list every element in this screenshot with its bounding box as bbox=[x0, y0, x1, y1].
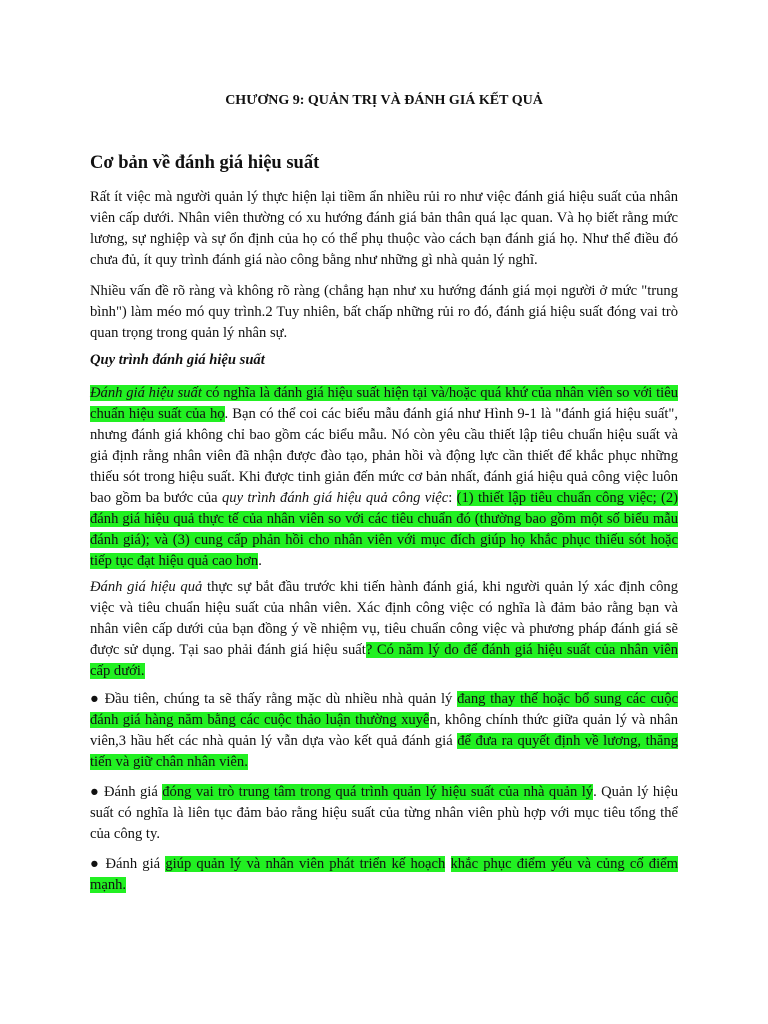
paragraph-4 bbox=[90, 577, 678, 682]
chapter-title: CHƯƠNG 9: QUẢN TRỊ VÀ ĐÁNH GIÁ KẾT QUẢ bbox=[225, 93, 543, 108]
highlight-text: ? Có năm lý do để đánh giá hiệu suất của nhân viên cấp dưới. bbox=[90, 642, 678, 679]
paragraph-text: . bbox=[258, 553, 262, 569]
paragraph-text: : bbox=[448, 490, 457, 506]
subsection-title: Quy trình đánh giá hiệu suất bbox=[90, 352, 265, 368]
paragraph-text: thực sự bắt đầu trước khi tiến hành đánh giá, khi người quản lý xác định công việc và tiêu chuẩn hiệu suất của nhân viên. Xác định công việc có nghĩa là đảm bảo rằng bạn và nhân viên cấp dưới của bạn đồng ý về nhiệm vụ, tiêu chuẩn công việc và phương pháp đánh giá sẽ được sử dụng. Tại sao phải đánh giá hiệu suất bbox=[90, 579, 678, 658]
highlight-text: khắc phục điểm yếu và củng cố điểm mạnh. bbox=[90, 856, 678, 893]
highlight-term: Đánh giá hiệu suất bbox=[90, 385, 202, 401]
section-title: Cơ bản về đánh giá hiệu suất bbox=[90, 153, 320, 173]
highlight-text: có nghĩa là đánh giá hiệu suất hiện tại và/hoặc quá khứ của nhân viên so với tiêu chuẩn hiệu suất của họ bbox=[90, 385, 678, 422]
highlight-text: đang thay thế hoặc bổ sung các cuộc đánh giá hàng năm bằng các cuộc thảo luận thường xuyê bbox=[90, 691, 678, 728]
paragraph-3 bbox=[90, 383, 678, 572]
highlight-text: giúp quản lý và nhân viên phát triển kế hoạch bbox=[165, 856, 446, 872]
paragraph-2: Nhiều vấn đề rõ ràng và không rõ ràng (chẳng hạn như xu hướng đánh giá mọi người ở mức "trung bình") làm méo mó quy trình.2 Tuy nhiên, bất chấp những rủi ro đó, đánh giá hiệu suất đóng vai trò quan trọng trong quản lý nhân sự. bbox=[90, 283, 678, 341]
paragraph-text: ● Đánh giá bbox=[90, 856, 166, 872]
paragraph-1: Rất ít việc mà người quản lý thực hiện lại tiềm ẩn nhiều rủi ro như việc đánh giá hiệu suất của nhân viên cấp dưới. Nhân viên thường có xu hướng đánh giá bản thân quá lạc quan. Và họ biết rằng mức lương, sự nghiệp và sự ổn định của họ có thể phụ thuộc vào cách bạn đánh giá họ. Như thể điều đó chưa đủ, ít quy trình đánh giá nào công bằng như những gì nhà quản lý nghĩ. bbox=[90, 189, 678, 268]
highlight-text: (1) thiết lập tiêu chuẩn công việc; (2) đánh giá hiệu quả thực tế của nhân viên so với các tiêu chuẩn đó (thường bao gồm một số biểu mẫu đánh giá); và (3) cung cấp phản hồi cho nhân viên với mục đích giúp họ khắc phục thiếu sót hoặc tiếp tục đạt hiệu quả cao hơn bbox=[90, 490, 679, 569]
italic-term: quy trình đánh giá hiệu quả công việc bbox=[221, 490, 449, 506]
bullet-2 bbox=[90, 782, 678, 845]
bullet-1 bbox=[90, 689, 678, 773]
paragraph-text: . Quản lý hiệu suất có nghĩa là liên tục đảm bảo rằng hiệu suất của từng nhân viên phù hợp với mục tiêu tổng thể của công ty. bbox=[90, 784, 679, 842]
paragraph-text: ● Đánh giá bbox=[90, 784, 163, 800]
bullet-3 bbox=[90, 854, 678, 896]
paragraph-text: n, không chính thức giữa quản lý và nhân viên,3 hầu hết các nhà quản lý vẫn dựa vào kết quả đánh giá bbox=[90, 712, 678, 749]
italic-term: Đánh giá hiệu quả bbox=[90, 579, 203, 595]
paragraph-text: ● Đầu tiên, chúng ta sẽ thấy rằng mặc dù nhiều nhà quản lý bbox=[90, 691, 458, 707]
paragraph-text bbox=[445, 856, 450, 872]
highlight-text: để đưa ra quyết định về lương, thăng tiến và giữ chân nhân viên. bbox=[90, 733, 679, 770]
highlight-text: đóng vai trò trung tâm trong quá trình quản lý hiệu suất của nhà quản lý bbox=[162, 784, 594, 800]
paragraph-text: . Bạn có thể coi các biểu mẫu đánh giá như Hình 9-1 là "đánh giá hiệu suất", nhưng đánh giá không chỉ bao gồm các biểu mẫu. Nó còn yêu cầu thiết lập tiêu chuẩn hiệu suất và giả định rằng nhân viên đã nhận được đào tạo, phản hồi và động lực cần thiết để khắc phục những thiếu sót trong hiệu suất. Khi được tinh giản đến mức cơ bản nhất, đánh giá hiệu quả công việc luôn bao gồm ba bước của bbox=[90, 406, 678, 506]
